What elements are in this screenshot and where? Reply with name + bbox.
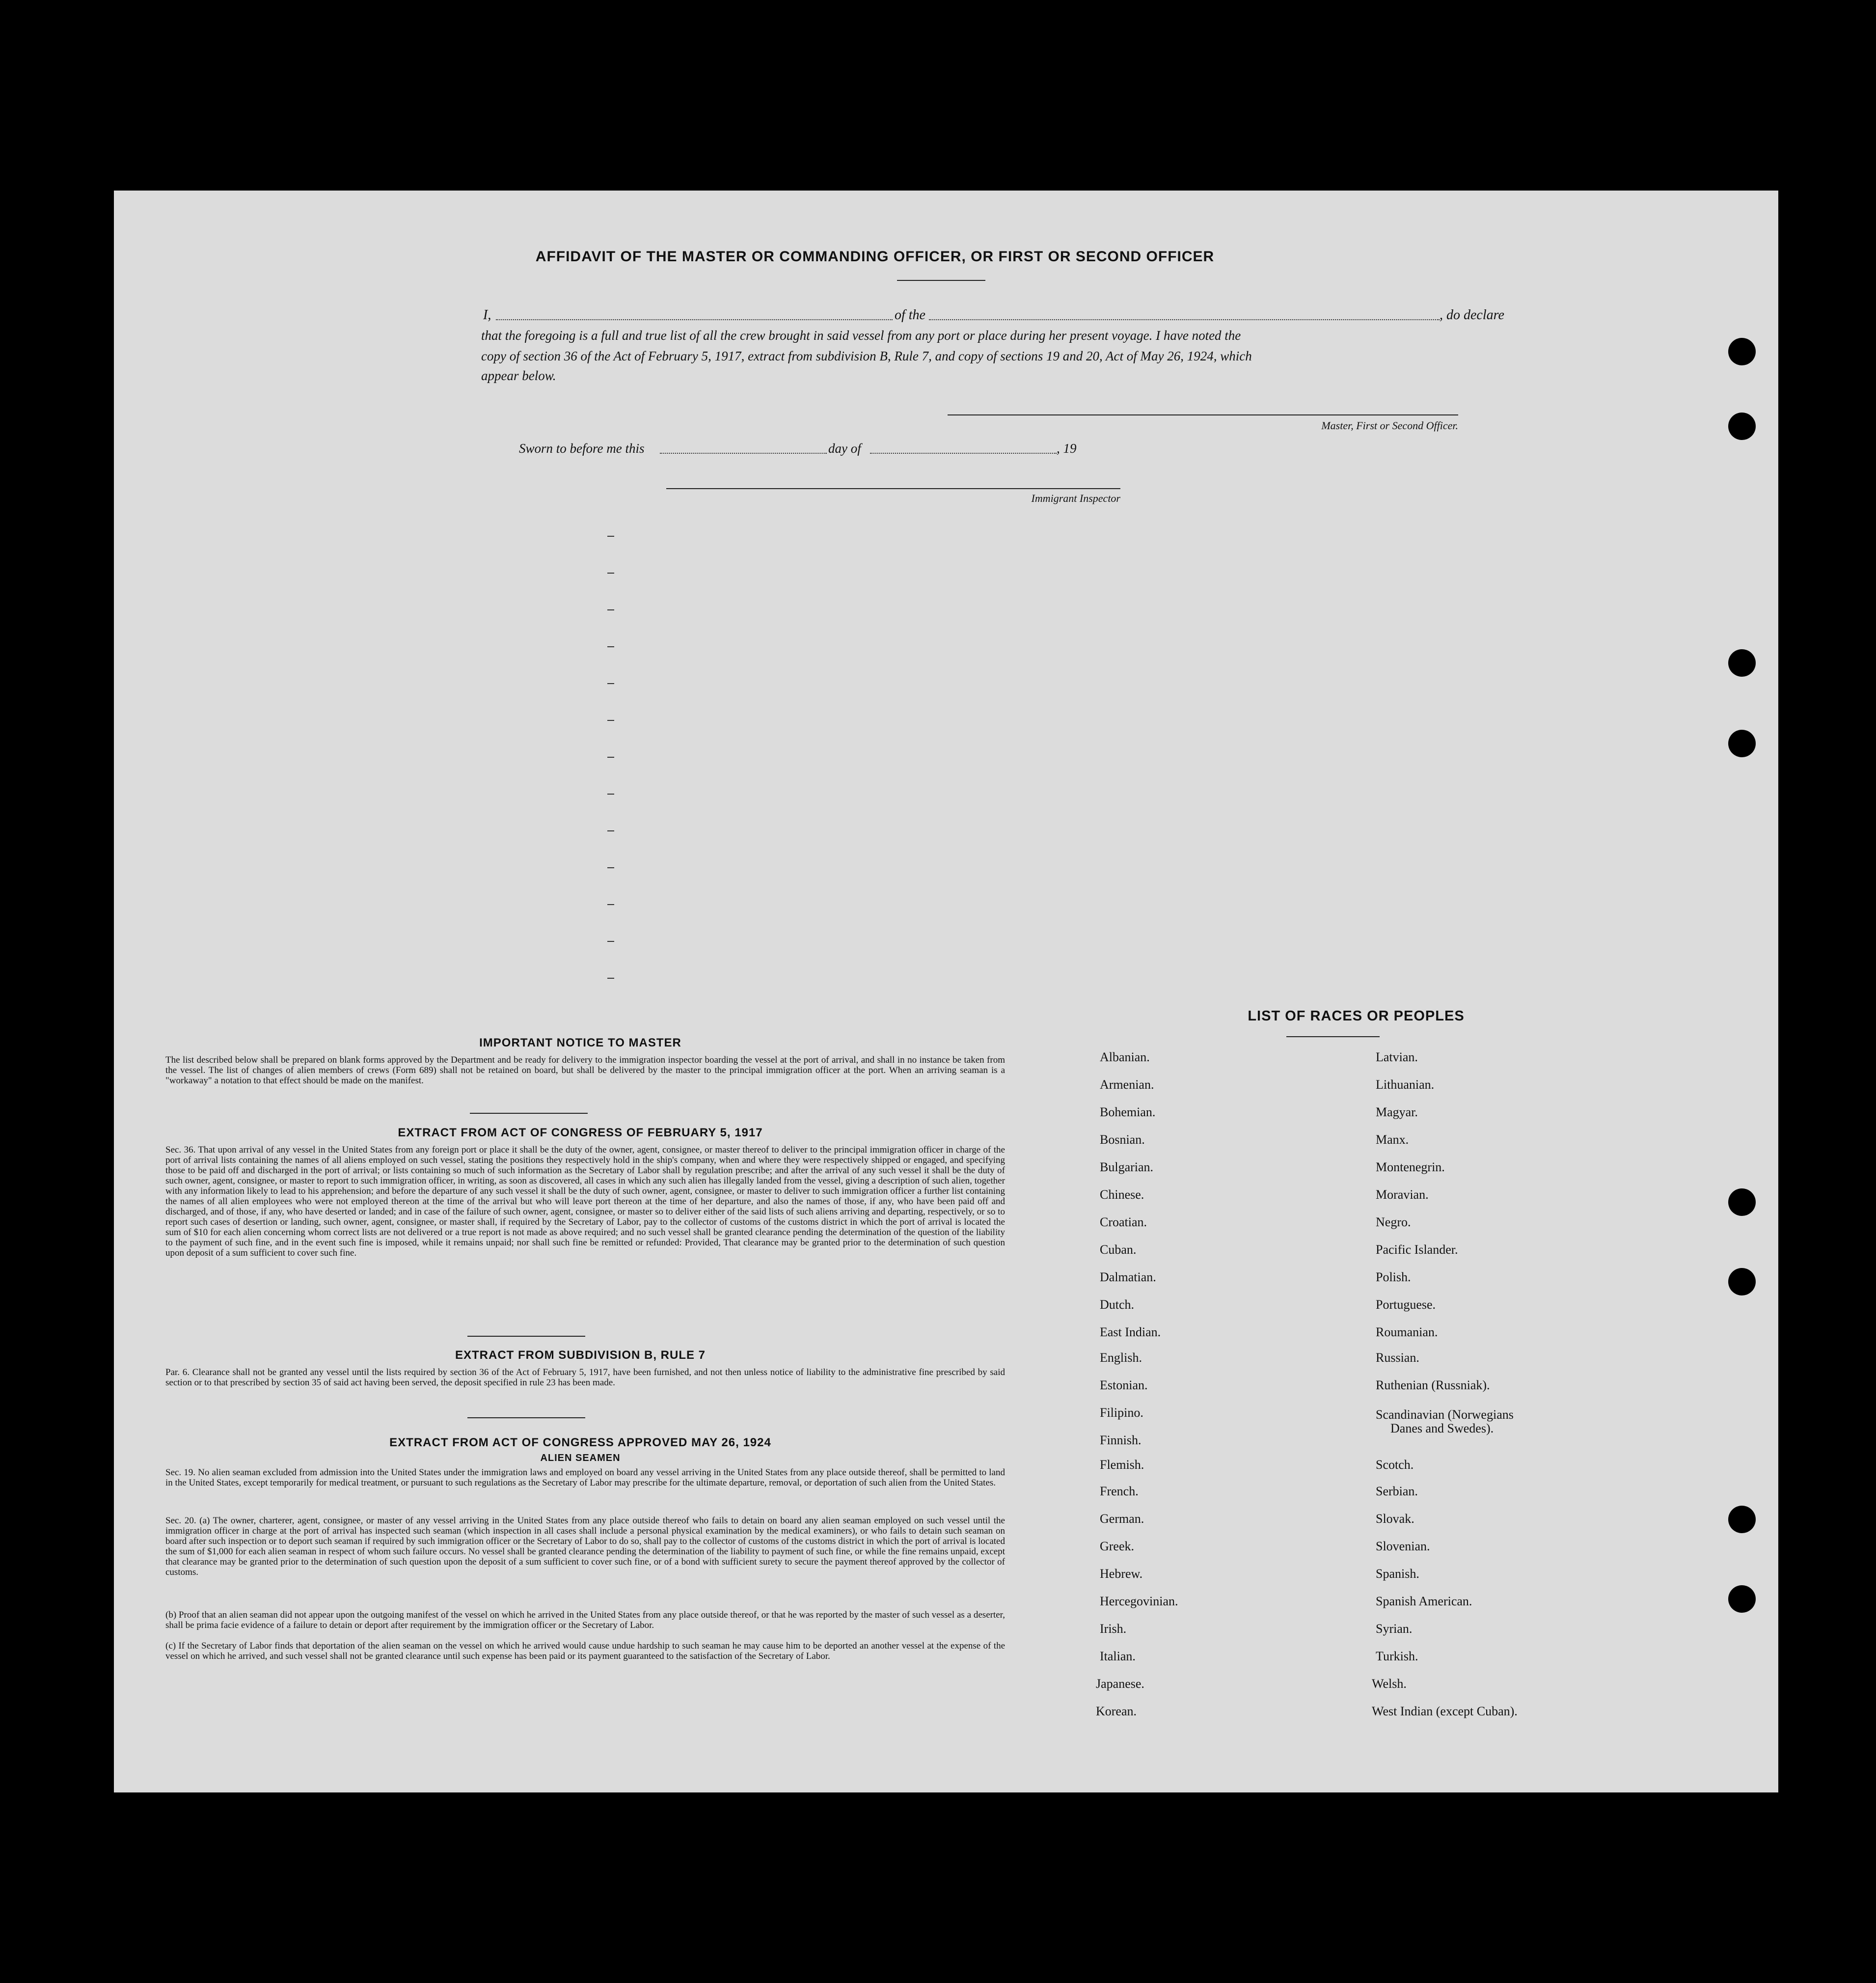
race-right-20: Spanish American. xyxy=(1376,1594,1472,1608)
race-left-12: English. xyxy=(1100,1350,1142,1365)
affidavit-do-declare: , do declare xyxy=(1440,307,1504,323)
punch-hole xyxy=(1728,649,1756,677)
race-right-23: Welsh. xyxy=(1372,1677,1407,1691)
race-right-11: Roumanian. xyxy=(1376,1325,1438,1339)
race-right-24: West Indian (except Cuban). xyxy=(1372,1704,1518,1718)
race-left-23: Italian. xyxy=(1100,1649,1136,1663)
race-left-2: Armenian. xyxy=(1100,1077,1154,1092)
punch-hole xyxy=(1728,1585,1756,1613)
race-right-5: Montenegrin. xyxy=(1376,1160,1445,1174)
rule-7-text: Par. 6. Clearance shall not be granted any vessel until the lists required by section 36 of the Act of February 5, 1917, have been furnished, and not then unless notice of liability to the administrative fine prescribed by said section or to that prescribed by section 35 of said act having been served, the deposit specified in rule 23 has been made. xyxy=(165,1367,1005,1388)
race-left-15: Finnish. xyxy=(1100,1433,1142,1447)
inspector-signature-line[interactable] xyxy=(666,488,1120,489)
race-right-3: Magyar. xyxy=(1376,1105,1418,1119)
race-right-14: Scandinavian (Norwegians xyxy=(1376,1407,1514,1422)
sworn-label: Sworn to before me this xyxy=(519,441,645,456)
notice-text: The list described below shall be prepared on blank forms approved by the Department and be ready for delivery to the immigration inspector boarding the vessel at the port of arrival, and shall in no instance be taken from the vessel. The list of changes of alien members of crews (Form 689) shall not be retained on board, but shall be delivered by the master to the principal immigration officer at the port. When an arriving seaman is a "workaway" a notation to that effect should be made on the manifest. xyxy=(165,1055,1005,1086)
race-right-10: Portuguese. xyxy=(1376,1297,1436,1312)
margin-mark xyxy=(607,867,614,868)
race-left-3: Bohemian. xyxy=(1100,1105,1156,1119)
race-right-13: Ruthenian (Russniak). xyxy=(1376,1378,1490,1392)
title-underline xyxy=(897,280,985,281)
races-title: LIST OF RACES OR PEOPLES xyxy=(1248,1008,1465,1024)
race-left-21: Hercegovinian. xyxy=(1100,1594,1178,1608)
affidavit-of-the: of the xyxy=(895,307,925,323)
margin-mark xyxy=(607,978,614,979)
inspector-label: Immigrant Inspector xyxy=(1031,492,1120,504)
race-right-21: Syrian. xyxy=(1376,1622,1413,1636)
margin-mark xyxy=(607,941,614,942)
race-left-17: French. xyxy=(1100,1484,1139,1498)
sworn-day-field[interactable] xyxy=(660,453,827,454)
margin-mark xyxy=(607,794,614,795)
race-right-2: Lithuanian. xyxy=(1376,1077,1435,1092)
race-left-13: Estonian. xyxy=(1100,1378,1148,1392)
race-right-1: Latvian. xyxy=(1376,1050,1418,1064)
signature-line[interactable] xyxy=(948,414,1458,415)
race-left-9: Dalmatian. xyxy=(1100,1270,1156,1284)
race-left-25: Korean. xyxy=(1096,1704,1137,1718)
race-left-1: Albanian. xyxy=(1100,1050,1150,1064)
extract-1924-sec-20a: Sec. 20. (a) The owner, charterer, agent, consignee, or master of any vessel arriving in the United States from any place outside thereof who fails to detain on board any alien seaman employed on such vessel until the immigration officer in charge at the port of arrival has inspected such seaman (which inspection in all cases shall include a personal physical examination by the medical examiners), or who fails to detain such seaman on board after such inspection or to deport such seaman if required by such immigration officer or the Secretary of Labor to do so, shall pay to the collector of customs of the customs district in which the port of arrival is located the sum of $1,000 for each alien seaman in respect of whom such failure occurs. No vessel shall be granted clearance pending the determination of the liability to payment of such fine, or while the fine remains unpaid, except that clearance may be granted prior to the determination of such question upon the deposit of a sum sufficient to cover such fine, or of a bond with sufficient surety to secure the payment thereof approved by the collector of customs. xyxy=(165,1515,1005,1577)
race-right-17: Slovak. xyxy=(1376,1512,1414,1526)
sworn-month-field[interactable] xyxy=(870,453,1057,454)
extract-1924-sec-20c: (c) If the Secretary of Labor finds that deportation of the alien seaman on the vessel on which he arrived would cause undue hardship to such seaman he may cause him to be deported an another vessel at the expense of the vessel on which he arrived, and such vessel shall not be granted clearance until such expense has been paid or its payment guaranteed to the satisfaction of the Secretary of Labor. xyxy=(165,1641,1005,1661)
extract-1917-text: Sec. 36. That upon arrival of any vessel in the United States from any foreign port or place it shall be the duty of the owner, agent, consignee, or master thereof to deliver to the principal immigration officer in charge of the port of arrival lists containing the names of all aliens employed on such vessel, stating the positions they respectively hold in the ship's company, when and where they were respectively shipped or engaged, and specifying those to be paid off and discharged in the port of arrival; or lists containing so much of such information as the Secretary of Labor shall by regulation prescribe; and after the arrival of any such vessel it shall be the duty of such owner, agent, consignee, or master to report to such immigration officer, in writing, as soon as discovered, all cases in which any such alien has illegally landed from the vessel, giving a description of such alien, together with any information likely to lead to his apprehension; and before the departure of any such vessel it shall be the duty of such owner, agent, consignee, or master to deliver to such immigration officer a further list containing the names of all alien employees who were not employed thereon at the time of the arrival but who will leave port thereon at the time of her departure, and also the names of those, if any, who have been paid off and discharged, and of those, if any, who have deserted or landed; and in case of the failure of such owner, agent, consignee, or master so to deliver either of the said lists of such aliens arriving and departing, respectively, or so to report such cases of desertion or landing, such owner, agent, consignee, or master shall, if required by the Secretary of Labor, pay to the collector of customs of the customs district in which the port of arrival is located the sum of $10 for each alien concerning whom correct lists are not delivered or a true report is not made as above required; and no such vessel shall be granted clearance pending the determination of the question of the liability to the payment of such fine, and in the event such fine is imposed, while it remains unpaid; nor shall such fine be remitted or refunded: Provided, That clearance may be granted prior to the determination of such question upon deposit of a sum sufficient to cover such fine. xyxy=(165,1145,1005,1258)
signer-label: Master, First or Second Officer. xyxy=(1321,419,1458,432)
extract-1924-sec-19: Sec. 19. No alien seaman excluded from admission into the United States under the immigration laws and employed on board any vessel arriving in the United States from any place outside thereof, shall be permitted to land in the United States, except temporarily for medical treatment, or pursuant to such regulations as the Secretary of Labor may prescribe for the ultimate departure, removal, or deportation of such alien from the United States. xyxy=(165,1467,1005,1488)
race-left-4: Bosnian. xyxy=(1100,1132,1145,1147)
race-left-24: Japanese. xyxy=(1096,1677,1144,1691)
extract-1924-subtitle: ALIEN SEAMEN xyxy=(540,1453,621,1463)
race-left-20: Hebrew. xyxy=(1100,1567,1143,1581)
race-left-18: German. xyxy=(1100,1512,1144,1526)
race-right-6: Moravian. xyxy=(1376,1187,1429,1202)
year-label: , 19 xyxy=(1057,441,1077,456)
affidavit-line-3: copy of section 36 of the Act of February 5, 1917, extract from subdivision B, Rule 7, and copy of sections 19 and 20, Act of May 26, 1924, which xyxy=(481,349,1252,363)
margin-mark xyxy=(607,683,614,684)
margin-mark xyxy=(607,830,614,831)
race-left-5: Bulgarian. xyxy=(1100,1160,1154,1174)
race-left-11: East Indian. xyxy=(1100,1325,1161,1339)
margin-mark xyxy=(607,536,614,537)
race-left-19: Greek. xyxy=(1100,1539,1135,1553)
day-of-label: day of xyxy=(828,441,861,456)
margin-mark xyxy=(607,646,614,647)
vessel-name-field[interactable] xyxy=(929,319,1440,320)
extract-1924-title: EXTRACT FROM ACT OF CONGRESS APPROVED MAY 26, 1924 xyxy=(389,1436,771,1449)
punch-hole xyxy=(1728,1188,1756,1216)
extract-1917-title: EXTRACT FROM ACT OF CONGRESS OF FEBRUARY 5, 1917 xyxy=(398,1126,763,1139)
race-right-9: Polish. xyxy=(1376,1270,1411,1284)
race-left-22: Irish. xyxy=(1100,1622,1127,1636)
form-sheet xyxy=(114,191,1778,1792)
race-right-18: Slovenian. xyxy=(1376,1539,1430,1553)
race-right-7: Negro. xyxy=(1376,1215,1411,1229)
race-right-8: Pacific Islander. xyxy=(1376,1242,1458,1257)
punch-hole xyxy=(1728,1506,1756,1533)
race-left-8: Cuban. xyxy=(1100,1242,1137,1257)
rule-7-divider xyxy=(467,1417,585,1418)
race-right-15: Scotch. xyxy=(1376,1458,1414,1472)
race-right-16: Serbian. xyxy=(1376,1484,1418,1498)
race-right-19: Spanish. xyxy=(1376,1567,1419,1581)
race-left-10: Dutch. xyxy=(1100,1297,1135,1312)
extract-1924-sec-20b: (b) Proof that an alien seaman did not appear upon the outgoing manifest of the vessel on which he arrived in the United States from any place outside thereof, or that he was reported by the master of such vessel as a deserter, shall be prima facie evidence of a failure to detain or deport after requirement by the immigration officer or the Secretary of Labor. xyxy=(165,1610,1005,1630)
rule-7-title: EXTRACT FROM SUBDIVISION B, RULE 7 xyxy=(455,1349,706,1362)
notice-title: IMPORTANT NOTICE TO MASTER xyxy=(479,1036,681,1049)
race-left-14: Filipino. xyxy=(1100,1405,1143,1420)
margin-mark xyxy=(607,904,614,905)
affidavit-line-2: that the foregoing is a full and true list of all the crew brought in said vessel from any port or place during her present voyage. I have noted the xyxy=(481,328,1241,343)
notice-divider xyxy=(470,1113,588,1114)
punch-hole xyxy=(1728,338,1756,365)
extract-1917-divider xyxy=(467,1336,585,1337)
race-left-7: Croatian. xyxy=(1100,1215,1147,1229)
race-right-14-cont: Danes and Swedes). xyxy=(1390,1421,1494,1435)
race-right-22: Turkish. xyxy=(1376,1649,1418,1663)
affidavit-line-4: appear below. xyxy=(481,368,556,383)
race-left-16: Flemish. xyxy=(1100,1458,1144,1472)
race-right-4: Manx. xyxy=(1376,1132,1409,1147)
race-left-6: Chinese. xyxy=(1100,1187,1144,1202)
race-right-12: Russian. xyxy=(1376,1350,1419,1365)
affidavit-title: AFFIDAVIT OF THE MASTER OR COMMANDING OFFICER, OR FIRST OR SECOND OFFICER xyxy=(535,248,1215,265)
margin-mark xyxy=(607,609,614,610)
punch-hole xyxy=(1728,1268,1756,1295)
margin-mark xyxy=(607,720,614,721)
races-title-underline xyxy=(1286,1036,1380,1037)
punch-hole xyxy=(1728,413,1756,440)
punch-hole xyxy=(1728,730,1756,757)
margin-mark xyxy=(607,757,614,758)
margin-mark xyxy=(607,573,614,574)
master-name-field[interactable] xyxy=(496,319,893,320)
affidavit-i-label: I, xyxy=(483,307,491,323)
